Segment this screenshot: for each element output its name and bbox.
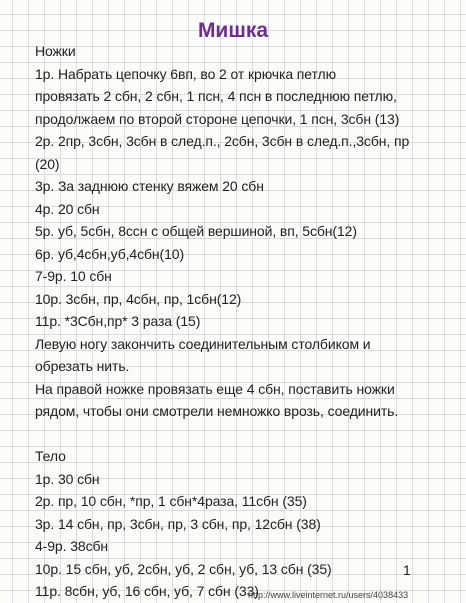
page-title: Мишка (197, 19, 269, 42)
section-spacer (35, 423, 463, 446)
instruction-line: 6р. уб,4сбн,уб,4сбн(10) (35, 245, 185, 262)
instruction-line: 3р. 14 сбн, пр, 3сбн, пр, 3 сбн, пр, 12сбн (38) (35, 515, 321, 532)
instruction-line: 10р. 3сбн, пр, 4сбн, пр, 1сбн(12) (35, 290, 242, 307)
instruction-line: 11р. 8сбн, уб, 16 сбн, уб, 7 сбн (33) (35, 583, 259, 599)
instruction-line: 4-9р. 38сбн (35, 538, 109, 554)
instruction-line: 7-9р. 10 сбн (35, 268, 112, 284)
pattern-text (35, 40, 463, 603)
instruction-line: 1р. 30 сбн (35, 470, 100, 487)
instruction-line: 2р. пр, 10 сбн, *пр, 1 сбн*4раза, 11сбн (35) (35, 493, 307, 509)
instruction-line: 11р. *3Сбн,пр* 3 раза (15) (35, 313, 201, 329)
instruction-line: обрезать нить. (35, 358, 130, 374)
instruction-line: провязать 2 сбн, 2 сбн, 1 псн, 4 псн в последнюю петлю, (35, 88, 397, 104)
source-url-watermark: http://www.liveinternet.ru/users/4038433 (248, 590, 409, 600)
instruction-line: 2р. 2пр, 3сбн, 3сбн в след.п., 2сбн, 3сбн в след.п.,3сбн, пр (35, 133, 410, 149)
instruction-line: рядом, чтобы они смотрели немножко врозь, соединить. (35, 403, 399, 419)
instruction-line: 3р. За заднюю стенку вяжем 20 сбн (35, 178, 264, 194)
section-heading-legs: Ножки (35, 43, 76, 59)
instruction-line: Левую ногу закончить соединительным столбиком и (35, 335, 371, 352)
instruction-line: 5р. уб, 5сбн, 8ссн с общей вершиной, вп, 5сбн(12) (35, 223, 357, 239)
instruction-line: 4р. 20 сбн (35, 200, 100, 217)
instruction-line: (20) (35, 155, 60, 172)
section-heading-body: Тело (35, 448, 66, 464)
instruction-line: продолжаем по второй стороне цепочки, 1 псн, 3сбн (13) (35, 110, 400, 127)
page-number: 1 (403, 562, 411, 578)
instruction-line: На правой ножке провязать еще 4 сбн, поставить ножки (35, 380, 395, 397)
instruction-line: 10р. 15 сбн, уб, 2сбн, уб, 2 сбн, уб, 13 сбн (35) (35, 560, 332, 577)
instruction-line: 1р. Набрать цепочку 6вп, во 2 от крючка петлю (35, 65, 336, 82)
